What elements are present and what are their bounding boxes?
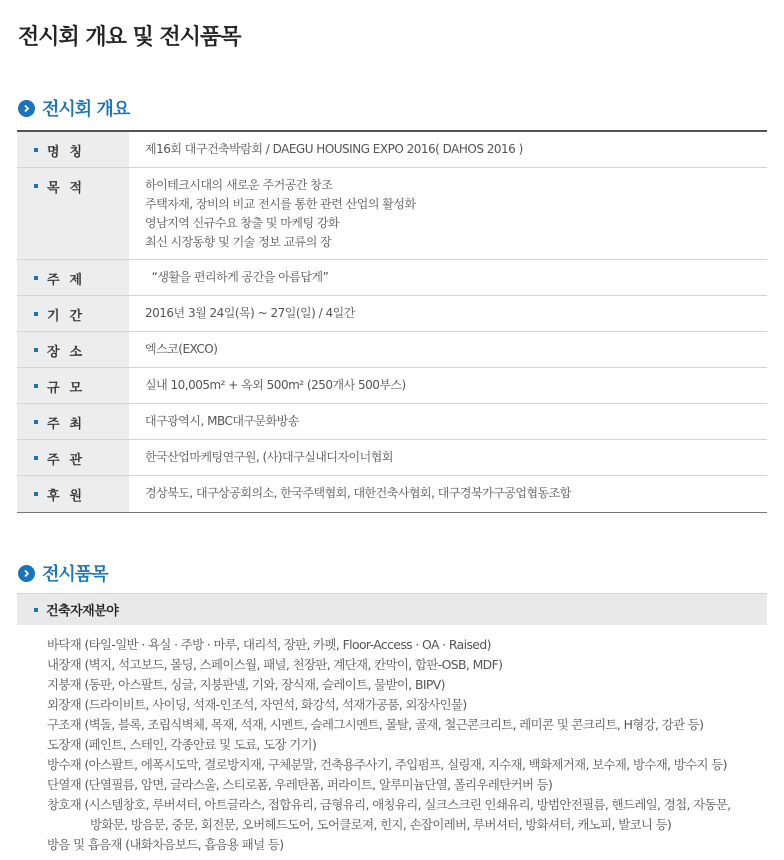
row-header	[17, 168, 129, 259]
list-item: 방음 및 흡음재 (내화차음보드, 흡음용 패널 등)	[47, 837, 284, 852]
row-header	[17, 440, 129, 475]
row-value-line: 2016년 3월 24일(목) ~ 27일(일) / 4일간	[145, 306, 355, 320]
row-label: 명칭	[47, 145, 93, 160]
row-header	[17, 260, 129, 295]
row-value-line: “생활을 편리하게 공간을 아름답게”	[145, 270, 329, 284]
list-item: 방수재 (아스팔트, 에폭시도막, 결로방지재, 구체분말, 건축용주사기, 주입펌프, 실링재, 지수재, 백화제거재, 보수제, 방수재, 방수지 등)	[47, 757, 727, 772]
section-heading: 전시회 개요	[42, 99, 130, 120]
row-value-line: 실내 10,005m² + 옥외 500m² (250개사 500부스)	[145, 378, 406, 392]
row-label: 기간	[47, 309, 93, 324]
row-header	[17, 404, 129, 439]
row-value	[129, 296, 767, 331]
row-value	[129, 260, 767, 295]
category-bar	[17, 593, 767, 625]
list-item: 외장재 (드라이비트, 사이딩, 석재-인조석, 자연석, 화강석, 석재가공품, 외장사인물)	[47, 697, 467, 712]
row-label: 주최	[47, 417, 93, 432]
section-heading: 전시품목	[42, 564, 108, 585]
row-label: 주관	[47, 453, 93, 468]
row-header	[17, 332, 129, 367]
page-title: 전시회 개요 및 전시품목	[18, 25, 241, 50]
row-value-line: 제16회 대구건축박람회 / DAEGU HOUSING EXPO 2016( DAHOS 2016 )	[145, 142, 523, 156]
list-item: 지붕재 (동판, 아스팔트, 싱글, 지붕판넬, 기와, 장식재, 슬레이트, 물받이, BIPV)	[47, 677, 445, 692]
row-value-line: 엑스코(EXCO)	[145, 342, 218, 356]
square-bullet-icon	[34, 608, 38, 612]
section-title-overview	[18, 95, 129, 121]
row-header	[17, 132, 129, 167]
list-item: 바닥재 (타일-일반 · 욕실 · 주방 · 마루, 대리석, 장판, 카펫, Floor-Access · OA · Raised)	[47, 637, 491, 652]
overview-row-name	[17, 132, 767, 168]
row-value-line: 한국산업마케팅연구원, (사)대구실내디자이너협회	[145, 450, 393, 464]
row-value-line: 최신 시장동향 및 기술 정보 교류의 장	[145, 235, 332, 249]
list-item: 단열재 (단열필름, 암면, 글라스울, 스티로폼, 우레탄폼, 퍼라이트, 알루미늄단열, 폴리우레탄커버 등)	[47, 777, 553, 792]
row-value	[129, 132, 767, 167]
row-header	[17, 368, 129, 403]
overview-row-purpose	[17, 168, 767, 260]
row-value-line: 경상북도, 대구상공회의소, 한국주택협회, 대한건축사협회, 대구경북가구공업협동조합	[145, 486, 571, 500]
list-item-continuation: 방화문, 방음문, 중문, 회전문, 오버헤드도어, 도어클로져, 힌지, 손잡이레버, 루버셔터, 방화셔터, 캐노피, 발코니 등)	[90, 817, 672, 832]
overview-row-venue	[17, 332, 767, 368]
row-value	[129, 168, 767, 259]
row-value-line: 주택자재, 장비의 비교 전시를 통한 관련 산업의 활성화	[145, 197, 416, 211]
row-value	[129, 368, 767, 403]
row-label: 규모	[47, 381, 93, 396]
row-label: 목적	[47, 181, 93, 196]
overview-row-theme	[17, 260, 767, 296]
overview-row-period	[17, 296, 767, 332]
row-value	[129, 332, 767, 367]
overview-row-host	[17, 404, 767, 440]
overview-row-sponsor	[17, 476, 767, 512]
row-value-line: 영남지역 신규수요 창출 및 마케팅 강화	[145, 216, 340, 230]
row-value-line: 대구광역시, MBC대구문화방송	[145, 414, 299, 428]
row-header	[17, 296, 129, 331]
items-list	[47, 635, 767, 855]
row-value-line: 하이테크시대의 새로운 주거공간 창조	[145, 178, 333, 192]
overview-row-organizer	[17, 440, 767, 476]
category-label: 건축자재분야	[46, 604, 119, 619]
overview-row-scale	[17, 368, 767, 404]
row-label: 장소	[47, 345, 93, 360]
row-value	[129, 440, 767, 475]
row-header	[17, 476, 129, 512]
list-item: 창호재 (시스템창호, 루버셔터, 아트글라스, 접합유리, 금형유리, 애칭유리, 실크스크린 인쇄유리, 방범안전필름, 핸드레일, 경첩, 자동문,	[47, 797, 731, 812]
list-item: 도장재 (페인트, 스테인, 각종안료 및 도료, 도장 기기)	[47, 737, 317, 752]
list-item: 구조재 (벽돌, 블록, 조립식벽체, 목재, 석재, 시멘트, 슬레그시멘트, 몰탈, 골재, 철근콘크리트, 레미콘 및 콘크리트, H형강, 강관 등)	[47, 717, 704, 732]
row-value	[129, 476, 767, 512]
row-label: 후원	[47, 489, 93, 504]
overview-table	[17, 130, 767, 513]
row-value	[129, 404, 767, 439]
row-label: 주제	[47, 273, 93, 288]
list-item: 내장재 (벽지, 석고보드, 몰딩, 스페이스월, 패널, 천장판, 계단재, 칸막이, 합판-OSB, MDF)	[47, 657, 503, 672]
circle-chevron-right-icon	[18, 100, 35, 117]
circle-chevron-right-icon	[18, 565, 35, 582]
section-title-items	[18, 560, 108, 586]
